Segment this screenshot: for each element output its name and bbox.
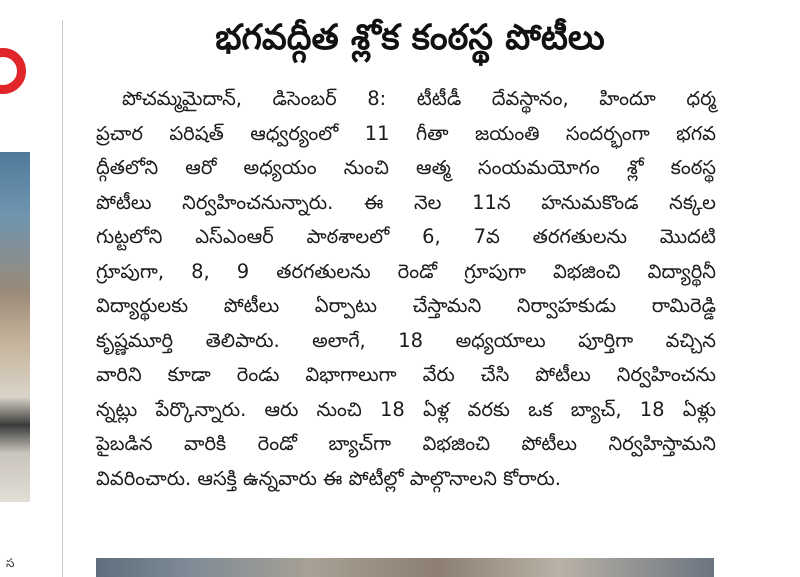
article-line: గుట్టలోని ఎస్ఎంఆర్ పాఠశాలలో 6, 7వ తరగతులను మొదటి <box>96 225 716 248</box>
adjacent-photo-fragment <box>0 152 30 502</box>
article-line: పోచమ్మమైదాన్, డిసెంబర్ 8: టీటీడీ దేవస్థానం, హిందూ ధర్మ <box>122 87 716 110</box>
article-line: పోటీలు నిర్వహించనున్నారు. ఈ నెల 11న హనుమకొండ నక్కల <box>96 190 716 214</box>
article-line: న్నట్లు పేర్కొన్నారు. ఆరు నుంచి 18 ఏళ్ల వరకు ఒక బ్యాచ్, 18 ఏళ్లు <box>96 397 716 421</box>
article-line: కృష్ణమూర్తి తెలిపారు. అలాగే, 18 అధ్యయాలు పూర్తిగా వచ్చిన <box>96 328 716 352</box>
article-line: గ్రూపుగా, 8, 9 తరగతులను రెండో గ్రూపుగా విభజించి విద్యార్థినీ <box>96 259 716 283</box>
article-line: పైబడిన వారికి రెండో బ్యాచ్‌గా విభజించి పోటీలు నిర్వహిస్తామని <box>96 432 716 455</box>
article-line: ప్రచార పరిషత్ ఆధ్వర్యంలో 11 గీతా జయంతి సందర్భంగా భగవ <box>96 121 716 145</box>
article-line: ద్గీతలోని ఆరో అధ్యయం నుంచి ఆత్మ సంయమయోగం శ్లో కంఠస్థ <box>96 156 716 179</box>
article-headline: భగవద్గీత శ్లోక కంఠస్థ పోటీలు <box>215 18 605 58</box>
article-body <box>96 82 716 496</box>
adjacent-column-fragment <box>0 0 36 577</box>
adjacent-red-logo-fragment <box>0 48 26 94</box>
adjacent-text-fragment: స <box>6 556 15 570</box>
article-line: విద్యార్థులకు పోటీలు ఏర్పాటు చేస్తామని నిర్వాహకుడు రామిరెడ్డి <box>96 294 716 317</box>
article-line: వారిని కూడా రెండు విభాగాలుగా వేరు చేసి పోటీలు నిర్వహించను <box>96 363 716 386</box>
article-line: వివరించారు. ఆసక్తి ఉన్నవారు ఈ పోటీల్లో పాల్గొనాలని కోరారు. <box>96 466 561 490</box>
article-photo-top-edge <box>96 558 714 577</box>
column-divider <box>62 20 63 577</box>
